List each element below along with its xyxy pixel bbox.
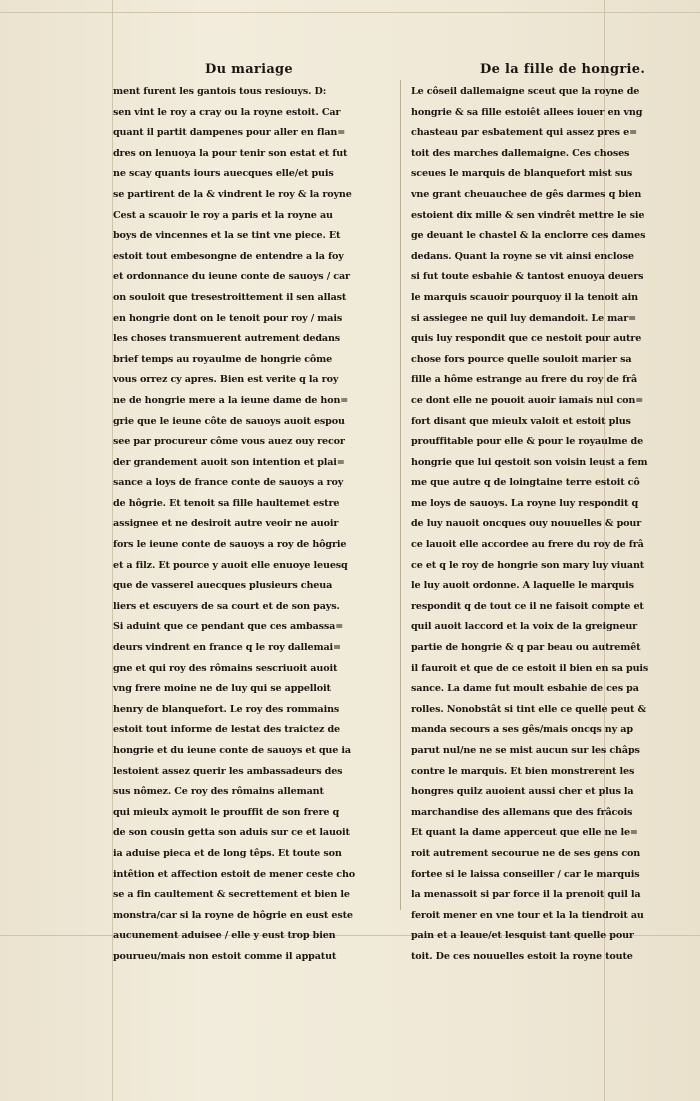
text-line: chose fors pource quelle souloit marier sa xyxy=(411,353,632,365)
text-line: brief temps au royaulme de hongrie côme xyxy=(113,353,333,365)
text-line: le marquis scauoir pourquoy il la tenoit ain xyxy=(411,291,638,303)
text-line: vne grant cheuauchee de gês darmes q bien xyxy=(411,188,642,200)
text-line: Si aduint que ce pendant que ces ambassa= xyxy=(113,621,344,633)
text-line: prouffitable pour elle & pour le royaulme de xyxy=(411,436,644,448)
text-line: ia aduise pieca et de long têps. Et toute son xyxy=(113,847,342,859)
text-line: marchandise des allemans que des frâcois xyxy=(411,806,633,818)
text-line: ce dont elle ne pouoit auoir iamais nul con= xyxy=(411,394,644,406)
text-line: quis luy respondit que ce nestoit pour autre xyxy=(411,333,642,345)
text-line: me loys de sauoys. La royne luy respondit q xyxy=(411,497,639,509)
text-line: de hôgrie. Et tenoit sa fille haultemet estre xyxy=(113,497,340,509)
text-line: Cest a scauoir le roy a paris et la royne au xyxy=(113,209,333,221)
text-line: respondit q de tout ce il ne faisoit compte et xyxy=(411,600,644,612)
text-line: de luy nauoit oncques ouy nouuelles & pour xyxy=(411,518,642,530)
text-line: estoit tout informe de lestat des traictez de xyxy=(113,724,340,736)
column-gutter xyxy=(400,80,401,910)
text-line: toit. De ces nouuelles estoit la royne toute xyxy=(411,950,633,962)
text-line: ce lauoit elle accordee au frere du roy de frâ xyxy=(411,539,644,551)
left-text-column xyxy=(113,82,395,968)
text-line: chasteau par esbatement qui assez pres e= xyxy=(411,127,637,139)
text-line: lestoient assez querir les ambassadeurs des xyxy=(113,765,343,777)
text-line: fortee si le laissa conseiller / car le marquis xyxy=(411,868,640,880)
text-line: contre le marquis. Et bien monstrerent les xyxy=(411,765,635,777)
text-line: ce et q le roy de hongrie son mary luy viuant xyxy=(411,559,645,571)
text-line: dres on lenuoya la pour tenir son estat et fut xyxy=(113,147,348,159)
text-line: boys de vincennes et la se tint vne piece. Et xyxy=(113,230,341,242)
text-line: pourueu/mais non estoit comme il appatut xyxy=(113,950,337,962)
text-line: roit autrement secourue ne de ses gens con xyxy=(411,847,641,859)
text-line: et a filz. Et pource y auoit elle enuoye leuesq xyxy=(113,559,348,571)
text-line: me que autre q de loingtaine terre estoit cô xyxy=(411,477,640,489)
text-line: estoit tout embesongne de entendre a la foy xyxy=(113,250,344,262)
text-line: si fut toute esbahie & tantost enuoya deuers xyxy=(411,271,644,283)
text-line: quant il partit dampenes pour aller en flan= xyxy=(113,127,346,139)
text-line: assignee et ne desiroit autre veoir ne auoir xyxy=(113,518,339,530)
text-line: see par procureur côme vous auez ouy recor xyxy=(113,436,345,448)
text-line: pain et a leaue/et lesquist tant quelle pour xyxy=(411,930,634,942)
text-line: dedans. Quant la royne se vit ainsi enclose xyxy=(411,250,634,262)
text-line: fors le ieune conte de sauoys a roy de hôgrie xyxy=(113,539,347,551)
text-line: vng frere moine ne de luy qui se appelloit xyxy=(113,683,331,695)
text-line: il fauroit et que de ce estoit il bien en sa puis xyxy=(411,662,649,674)
text-line: der grandement auoit son intention et plai= xyxy=(113,456,345,468)
text-line: deurs vindrent en france q le roy dallemai= xyxy=(113,642,341,654)
text-line: sus nômez. Ce roy des rômains allemant xyxy=(113,786,324,798)
text-line: sance a loys de france conte de sauoys a roy xyxy=(113,477,344,489)
text-line: Et quant la dame apperceut que elle ne le= xyxy=(411,827,638,839)
ruling-line-top xyxy=(0,12,700,13)
text-line: parut nul/ne ne se mist aucun sur les châps xyxy=(411,745,640,756)
text-line: et ordonnance du ieune conte de sauoys / car xyxy=(113,271,350,283)
text-line: estoient dix mille & sen vindrêt mettre le sie xyxy=(411,209,645,221)
text-line: rolles. Nonobstât si tint elle ce quelle peut & xyxy=(411,703,647,715)
text-line: ne scay quants iours auecques elle/et puis xyxy=(113,168,334,180)
text-line: toit des marches dallemaigne. Ces choses xyxy=(411,147,630,159)
left-running-header: Du mariage xyxy=(205,62,294,77)
right-running-header: De la fille de hongrie. xyxy=(480,62,646,77)
text-line: feroit mener en vne tour et la la tiendroit au xyxy=(411,909,644,921)
text-line: gne et qui roy des rômains sescriuoit auoit xyxy=(113,662,338,674)
text-line: partie de hongrie & q par beau ou autremêt xyxy=(411,642,641,654)
text-line: Le côseil dallemaigne sceut que la royne de xyxy=(411,86,640,97)
text-line: henry de blanquefort. Le roy des rommains xyxy=(113,703,340,715)
text-line: que de vasserel auecques plusieurs cheua xyxy=(113,580,333,592)
text-line: liers et escuyers de sa court et de son pays. xyxy=(113,600,340,612)
text-line: intêtion et affection estoit de mener ceste cho xyxy=(113,868,356,880)
text-line: fille a hôme estrange au frere du roy de frâ xyxy=(411,374,638,386)
text-line: grie que le ieune côte de sauoys auoit espou xyxy=(113,415,345,427)
text-line: monstra/car si la royne de hôgrie en eust este xyxy=(113,909,353,921)
text-line: hongrie et du ieune conte de sauoys et que ia xyxy=(113,745,351,756)
text-line: manda secours a ses gês/mais oncqs ny ap xyxy=(411,724,633,736)
text-line: aucunement aduisee / elle y eust trop bien xyxy=(113,930,336,942)
right-text-column xyxy=(411,82,693,968)
text-line: ne de hongrie mere a la ieune dame de hon= xyxy=(113,394,349,406)
text-line: on souloit que tresestroittement il sen allast xyxy=(113,291,347,303)
text-line: en hongrie dont on le tenoit pour roy / mais xyxy=(113,312,343,324)
text-line: qui mieulx aymoit le prouffit de son frere q xyxy=(113,806,340,818)
text-line: ment furent les gantois tous resiouys. D: xyxy=(113,86,327,97)
text-line: sceues le marquis de blanquefort mist sus xyxy=(411,168,633,180)
text-line: vous orrez cy apres. Bien est verite q la roy xyxy=(113,374,339,386)
text-line: fort disant que mieulx valoit et estoit plus xyxy=(411,415,631,427)
text-line: hongres quilz auoient aussi cher et plus la xyxy=(411,786,634,798)
text-line: le luy auoit ordonne. A laquelle le marquis xyxy=(411,580,634,592)
text-line: sen vint le roy a cray ou la royne estoit. Car xyxy=(113,106,341,118)
text-line: se partirent de la & vindrent le roy & la royne xyxy=(113,188,352,200)
text-line: de son cousin getta son aduis sur ce et lauoit xyxy=(113,827,350,839)
text-line: hongrie & sa fille estoiêt allees iouer en vng xyxy=(411,106,643,118)
text-line: sance. La dame fut moult esbahie de ces pa xyxy=(411,683,639,695)
text-line: les choses transmuerent autrement dedans xyxy=(113,333,341,345)
text-line: la menassoit si par force il la prenoit quil la xyxy=(411,889,641,901)
text-line: hongrie que lui qestoit son voisin leust a fem xyxy=(411,456,648,468)
text-line: quil auoit laccord et la voix de la greigneur xyxy=(411,621,638,633)
text-line: si assiegee ne quil luy demandoit. Le mar= xyxy=(411,312,637,324)
text-line: se a fin caultement & secrettement et bien le xyxy=(113,889,350,901)
text-line: ge deuant le chastel & la enclorre ces dames xyxy=(411,230,646,242)
